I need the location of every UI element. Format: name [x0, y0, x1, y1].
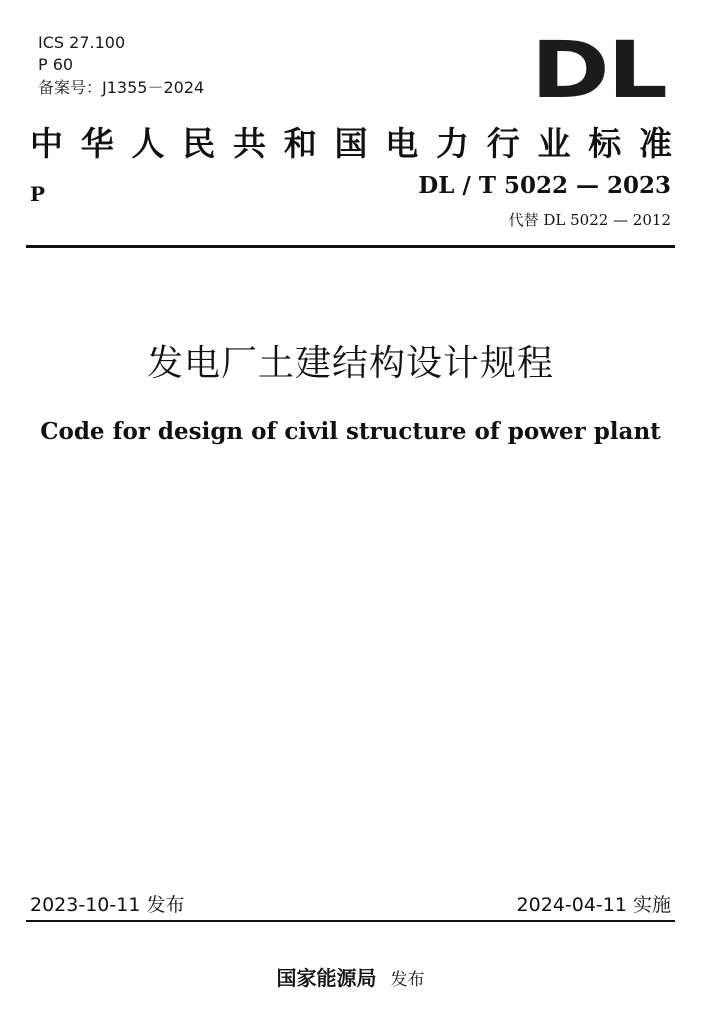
publisher: [0, 962, 701, 991]
issue-date: 2023-10-11 发布: [30, 894, 185, 916]
category-letter: P: [30, 182, 46, 206]
org-title-char: 中: [30, 124, 63, 163]
replaces-standard: 代替 DL 5022 — 2012: [508, 211, 671, 229]
p-code: P 60: [38, 55, 74, 74]
header-divider: [26, 245, 675, 248]
org-title-char: 电: [385, 124, 419, 163]
org-title-char: 准: [639, 124, 672, 163]
org-title-char: 国: [334, 124, 368, 163]
org-title-char: 华: [80, 124, 114, 163]
ics-code: ICS 27.100: [38, 33, 126, 52]
footer-divider: [26, 920, 675, 922]
document-title-zh: 发电厂土建结构设计规程: [146, 343, 554, 384]
org-title-char: 和: [283, 124, 317, 163]
org-title-char: 力: [436, 124, 469, 163]
document-title-en: Code for design of civil structure of power plant: [40, 418, 661, 445]
org-title-char: 行: [486, 124, 520, 163]
filing-value: J1355－2024: [102, 78, 205, 97]
org-title-char: 人: [131, 124, 165, 163]
org-title-char: 共: [233, 124, 266, 163]
org-title-char: 业: [537, 124, 571, 163]
org-title: [30, 122, 672, 166]
org-title-char: 民: [182, 124, 216, 163]
dl-logo: DL: [530, 26, 665, 116]
publisher-org: 国家能源局: [276, 966, 377, 990]
filing-label: 备案号：: [38, 78, 103, 97]
standard-code: DL / T 5022 — 2023: [418, 172, 671, 199]
publisher-action: 发布: [390, 970, 425, 990]
org-title-char: 标: [588, 124, 622, 163]
filing-number: [38, 78, 204, 98]
implementation-date: 2024-04-11 实施: [516, 894, 671, 916]
